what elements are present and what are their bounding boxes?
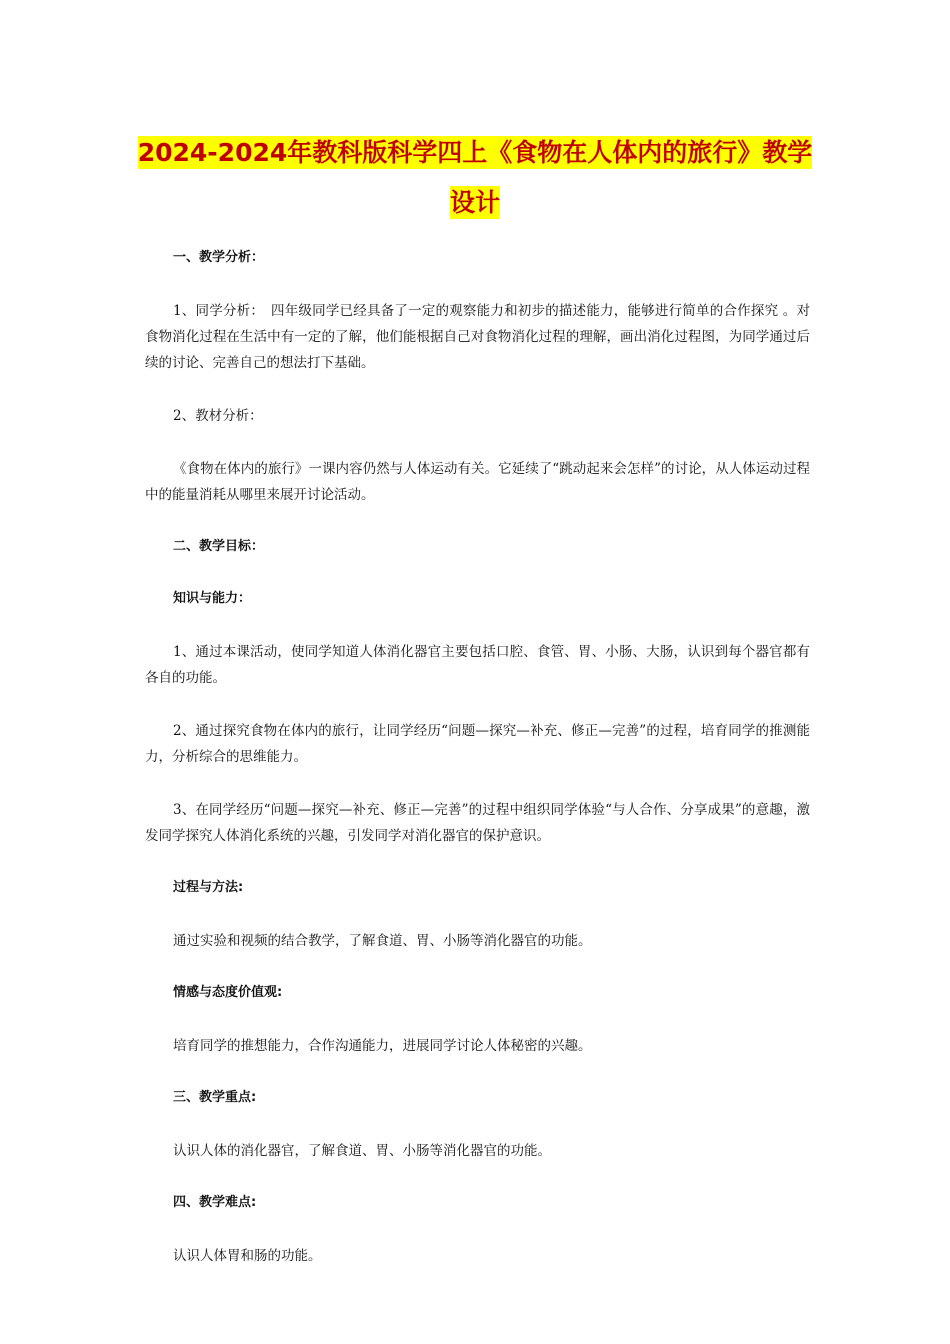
section-heading-analysis: 一、教学分析： bbox=[173, 250, 265, 265]
subheading-knowledge-ability: 知识与能力： bbox=[173, 591, 252, 606]
section-heading-difficulties: 四、教学难点: bbox=[173, 1195, 257, 1210]
paragraph-material-label: 2、教材分析： bbox=[173, 408, 263, 424]
paragraph-objective-3: 3、在同学经历“问题—探究—补充、修正—完善”的过程中组织同学体验“与人合作、分享成果”的意趣，激发同学探究人体消化系统的兴趣，引发同学对消化器官的保护意识。 bbox=[145, 802, 810, 844]
title-line-2: 设计 bbox=[449, 188, 500, 217]
document-body bbox=[145, 246, 810, 1296]
paragraph-objective-2: 2、通过探究食物在体内的旅行，让同学经历“问题—探究—补充、修正—完善”的过程，培育同学的推测能力，分析综合的思维能力。 bbox=[145, 723, 810, 765]
paragraph-attitude-values: 培育同学的推想能力，合作沟通能力，进展同学讨论人体秘密的兴趣。 bbox=[173, 1038, 592, 1054]
section-heading-objectives: 二、教学目标： bbox=[173, 539, 265, 554]
subheading-attitude-values: 情感与态度价值观: bbox=[173, 985, 283, 1000]
paragraph-objective-1: 1、通过本课活动，使同学知道人体消化器官主要包括口腔、食管、胃、小肠、大肠，认识到每个器官都有各自的功能。 bbox=[145, 644, 810, 686]
paragraph-difficulties: 认识人体胃和肠的功能。 bbox=[173, 1248, 322, 1264]
document-title bbox=[120, 128, 830, 228]
paragraph-student-analysis: 1、同学分析： 四年级同学已经具备了一定的观察能力和初步的描述能力，能够进行简单的合作探究 。对食物消化过程在生活中有一定的了解，他们能根据自己对食物消化过程的理解，画出消化过程图，为同学通过后续的讨论、完善自己的想法打下基础。 bbox=[145, 303, 810, 371]
paragraph-process-method: 通过实验和视频的结合教学，了解食道、胃、小肠等消化器官的功能。 bbox=[173, 933, 592, 949]
paragraph-material-analysis: 《食物在体内的旅行》一课内容仍然与人体运动有关。它延续了“跳动起来会怎样”的讨论，从人体运动过程中的能量消耗从哪里来展开讨论活动。 bbox=[145, 461, 810, 503]
subheading-process-method: 过程与方法: bbox=[173, 880, 244, 895]
title-line-1: 2024-2024年教科版科学四上《食物在人体内的旅行》教学 bbox=[137, 138, 813, 167]
paragraph-key-points: 认识人体的消化器官，了解食道、胃、小肠等消化器官的功能。 bbox=[173, 1143, 551, 1159]
section-heading-key-points: 三、教学重点: bbox=[173, 1090, 257, 1105]
